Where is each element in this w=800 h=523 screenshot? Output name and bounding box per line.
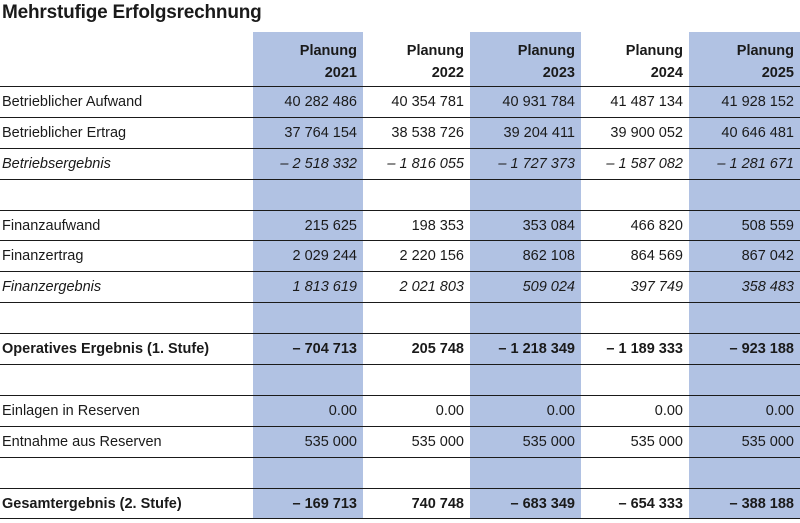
value-cell: 0.00 <box>689 395 800 426</box>
spacer-cell <box>581 303 689 334</box>
value-cell: 39 900 052 <box>581 117 689 148</box>
spacer-cell <box>689 303 800 334</box>
row-label: Gesamtergebnis (2. Stufe) <box>0 488 253 519</box>
column-header-line1: Planung <box>517 43 575 59</box>
spacer-cell <box>363 179 470 210</box>
spacer-cell <box>470 365 581 396</box>
value-cell: – 2 518 332 <box>253 148 363 179</box>
header-row <box>0 32 800 87</box>
value-cell: 40 646 481 <box>689 117 800 148</box>
value-cell: – 1 816 055 <box>363 148 470 179</box>
row-finanzertrag <box>0 241 800 272</box>
value-cell: – 388 188 <box>689 488 800 519</box>
spacer-cell <box>581 457 689 488</box>
value-cell: 40 354 781 <box>363 87 470 118</box>
value-cell: 41 928 152 <box>689 87 800 118</box>
value-cell: 0.00 <box>253 395 363 426</box>
value-cell: 358 483 <box>689 272 800 303</box>
value-cell: 862 108 <box>470 241 581 272</box>
value-cell: – 704 713 <box>253 334 363 365</box>
value-cell: – 1 189 333 <box>581 334 689 365</box>
spacer-cell <box>689 457 800 488</box>
spacer-cell <box>363 303 470 334</box>
spacer-cell <box>689 365 800 396</box>
column-header-year: 2023 <box>542 65 575 81</box>
column-header-line1: Planung <box>406 43 464 59</box>
spacer-row <box>0 365 800 396</box>
value-cell: 535 000 <box>253 426 363 457</box>
value-cell: 198 353 <box>363 210 470 241</box>
value-cell: 509 024 <box>470 272 581 303</box>
spacer-cell <box>253 365 363 396</box>
value-cell: 2 021 803 <box>363 272 470 303</box>
value-cell: – 1 587 082 <box>581 148 689 179</box>
column-header-line1: Planung <box>299 43 357 59</box>
value-cell: 39 204 411 <box>470 117 581 148</box>
column-header-2021 <box>253 32 363 87</box>
value-cell: – 169 713 <box>253 488 363 519</box>
column-header-2022 <box>363 32 470 87</box>
value-cell: – 683 349 <box>470 488 581 519</box>
value-cell: 40 931 784 <box>470 87 581 118</box>
value-cell: 867 042 <box>689 241 800 272</box>
spacer-cell <box>0 457 253 488</box>
column-header-2023 <box>470 32 581 87</box>
value-cell: 2 220 156 <box>363 241 470 272</box>
column-header-2025 <box>689 32 800 87</box>
spacer-cell <box>470 179 581 210</box>
value-cell: 535 000 <box>363 426 470 457</box>
row-label: Operatives Ergebnis (1. Stufe) <box>0 334 253 365</box>
value-cell: 215 625 <box>253 210 363 241</box>
row-label: Finanzergebnis <box>0 272 253 303</box>
value-cell: 535 000 <box>689 426 800 457</box>
value-cell: 205 748 <box>363 334 470 365</box>
column-header-line1: Planung <box>625 43 683 59</box>
spacer-cell <box>581 179 689 210</box>
value-cell: 864 569 <box>581 241 689 272</box>
spacer-cell <box>0 303 253 334</box>
value-cell: 41 487 134 <box>581 87 689 118</box>
value-cell: 37 764 154 <box>253 117 363 148</box>
column-header-line1: Planung <box>736 43 794 59</box>
row-entnahme-aus-reserven <box>0 426 800 457</box>
header-label-cell <box>0 32 253 87</box>
spacer-cell <box>253 457 363 488</box>
row-label: Betrieblicher Aufwand <box>0 87 253 118</box>
value-cell: 353 084 <box>470 210 581 241</box>
value-cell: 1 813 619 <box>253 272 363 303</box>
row-betrieblicher-ertrag <box>0 117 800 148</box>
row-label: Betrieblicher Ertrag <box>0 117 253 148</box>
spacer-row <box>0 457 800 488</box>
page-title: Mehrstufige Erfolgsrechnung <box>2 2 262 23</box>
row-betriebsergebnis <box>0 148 800 179</box>
row-gesamtergebnis <box>0 488 800 519</box>
spacer-cell <box>363 365 470 396</box>
value-cell: 466 820 <box>581 210 689 241</box>
value-cell: – 1 281 671 <box>689 148 800 179</box>
column-header-year: 2024 <box>650 65 683 81</box>
value-cell: – 654 333 <box>581 488 689 519</box>
spacer-cell <box>253 179 363 210</box>
row-label: Betriebsergebnis <box>0 148 253 179</box>
spacer-cell <box>363 457 470 488</box>
row-einlagen-in-reserven <box>0 395 800 426</box>
column-header-year: 2022 <box>431 65 464 81</box>
spacer-cell <box>0 365 253 396</box>
value-cell: 0.00 <box>470 395 581 426</box>
value-cell: 740 748 <box>363 488 470 519</box>
row-label: Finanzertrag <box>0 241 253 272</box>
spacer-cell <box>689 179 800 210</box>
row-label: Einlagen in Reserven <box>0 395 253 426</box>
value-cell: 0.00 <box>363 395 470 426</box>
value-cell: 38 538 726 <box>363 117 470 148</box>
spacer-row <box>0 303 800 334</box>
spacer-cell <box>253 303 363 334</box>
column-header-2024 <box>581 32 689 87</box>
row-label: Finanzaufwand <box>0 210 253 241</box>
row-finanzaufwand <box>0 210 800 241</box>
value-cell: 397 749 <box>581 272 689 303</box>
row-label: Entnahme aus Reserven <box>0 426 253 457</box>
value-cell: – 1 727 373 <box>470 148 581 179</box>
spacer-cell <box>0 179 253 210</box>
row-operatives-ergebnis <box>0 334 800 365</box>
value-cell: 40 282 486 <box>253 87 363 118</box>
spacer-cell <box>470 457 581 488</box>
income-statement-table <box>0 32 800 519</box>
column-header-year: 2021 <box>324 65 357 81</box>
spacer-cell <box>470 303 581 334</box>
spacer-row <box>0 179 800 210</box>
row-finanzergebnis <box>0 272 800 303</box>
value-cell: 535 000 <box>470 426 581 457</box>
column-header-year: 2025 <box>761 65 794 81</box>
value-cell: 535 000 <box>581 426 689 457</box>
value-cell: 0.00 <box>581 395 689 426</box>
value-cell: – 1 218 349 <box>470 334 581 365</box>
row-betrieblicher-aufwand <box>0 87 800 118</box>
spacer-cell <box>581 365 689 396</box>
value-cell: 508 559 <box>689 210 800 241</box>
value-cell: – 923 188 <box>689 334 800 365</box>
value-cell: 2 029 244 <box>253 241 363 272</box>
